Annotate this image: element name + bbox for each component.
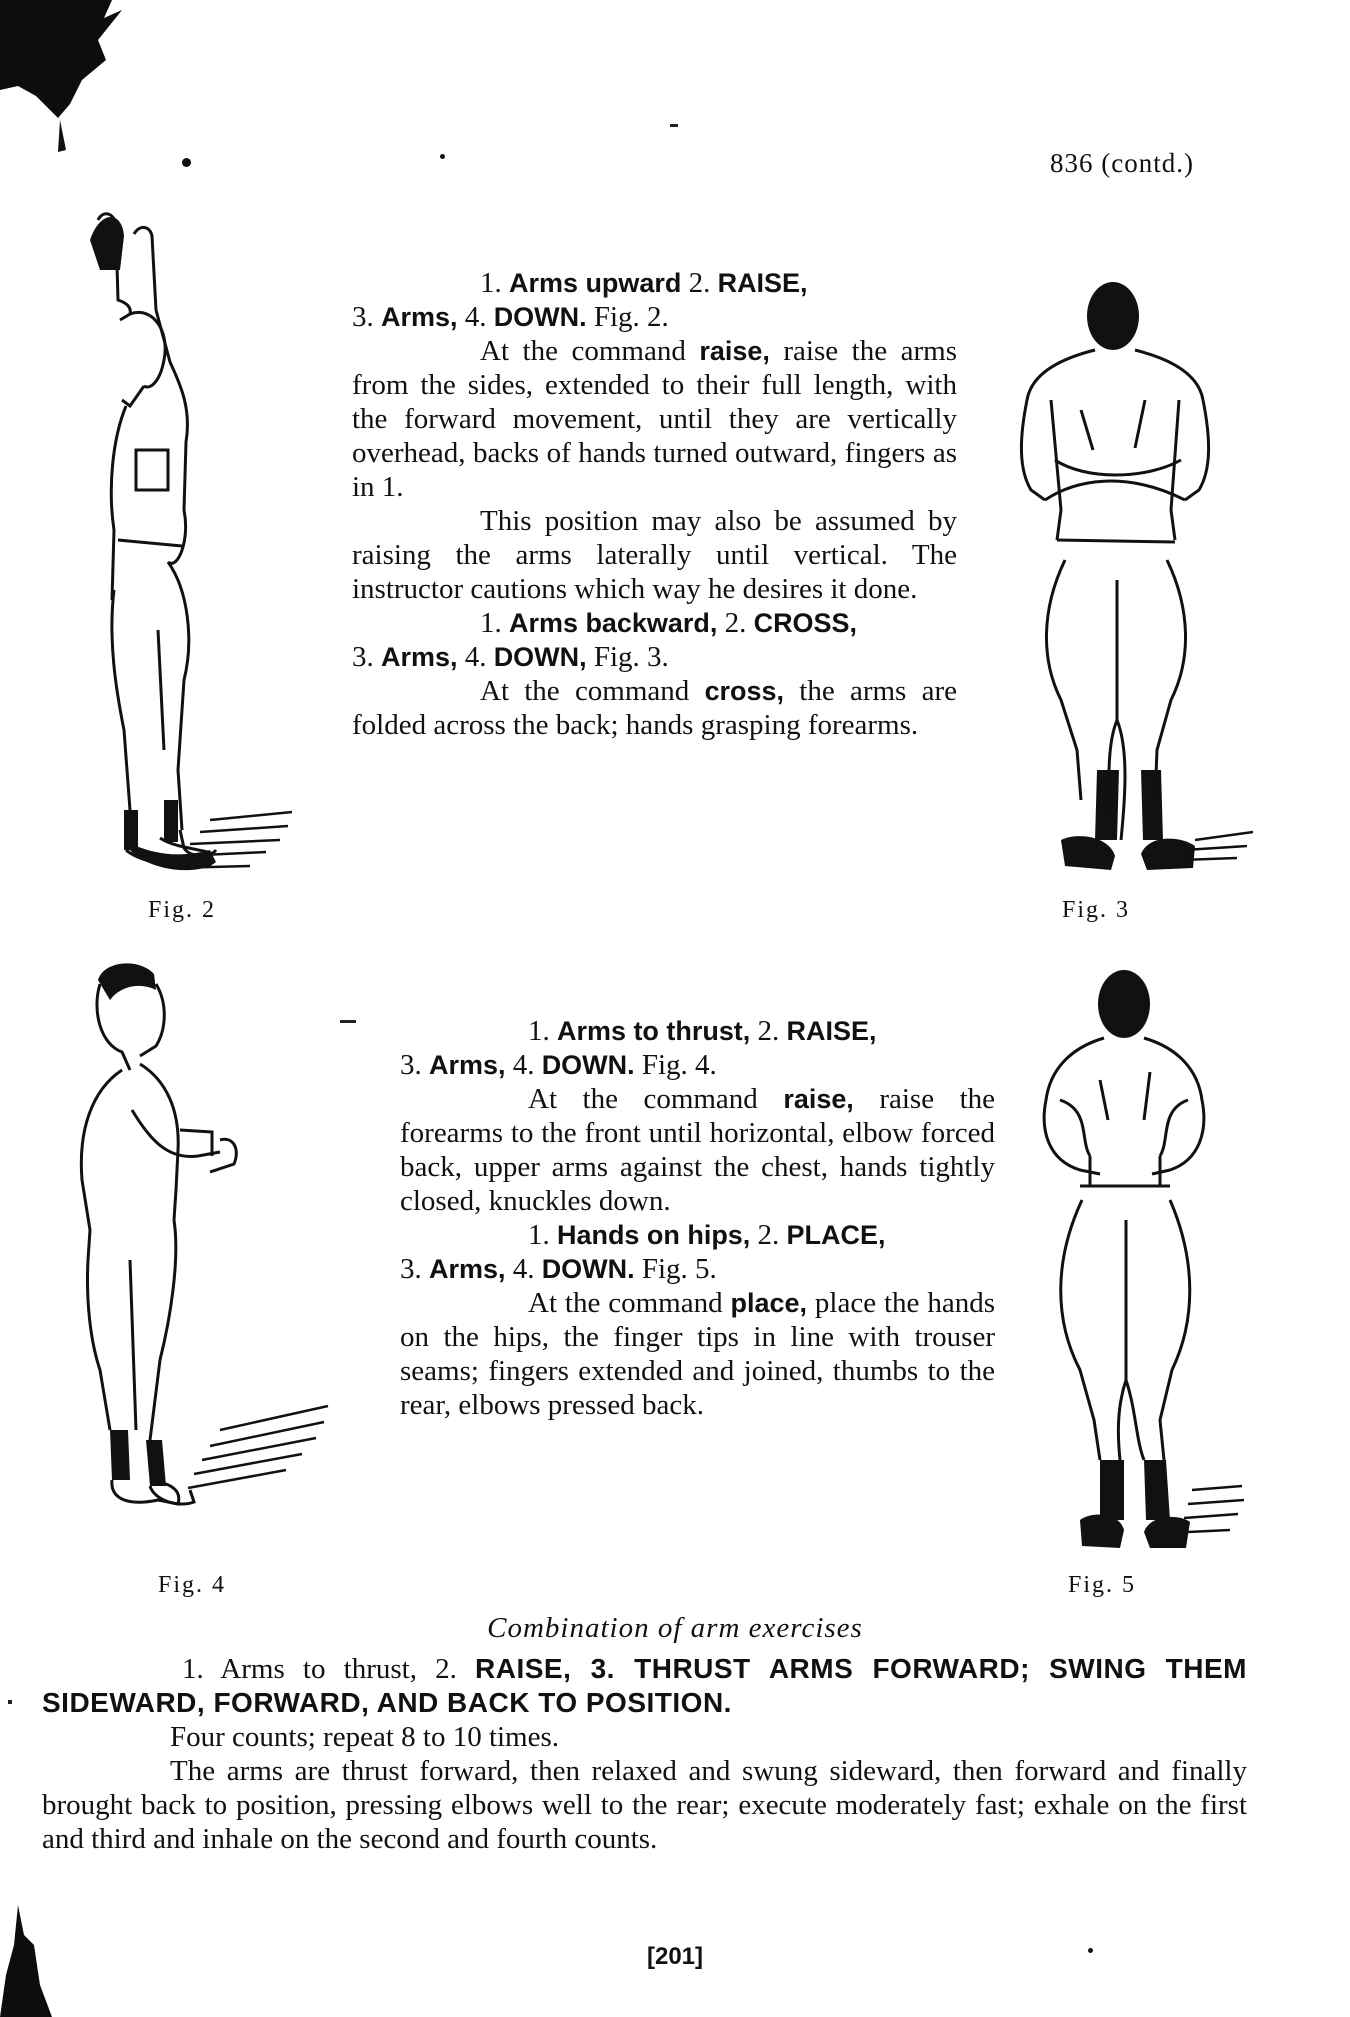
figure-4-caption: Fig. 4: [158, 1572, 227, 1598]
soldier-arms-crossed-back-icon: [985, 280, 1255, 880]
decorative-dot: [182, 158, 191, 167]
decorative-dash: [670, 124, 678, 127]
combination-heading: Combination of arm exercises: [487, 1612, 863, 1644]
command-arms-to-thrust: 1. Arms to thrust, 2. RAISE, 3. Arms, 4. DOWN. Fig. 4.: [400, 1015, 877, 1081]
paragraph-cross-instructions: At the command cross, the arms are folded across the back; hands grasping forearms.: [352, 675, 957, 741]
figure-2-caption: Fig. 2: [148, 897, 217, 923]
paragraph-laterally: This position may also be assumed by raising the arms laterally until vertical. The instructor cautions which way he desires it done.: [352, 505, 957, 605]
page-number: [201]: [646, 1943, 704, 1970]
ink-smudge-top-left: [0, 0, 140, 170]
section-reference: 836 (contd.): [1050, 148, 1194, 178]
figure-2: [60, 210, 300, 880]
combination-description: The arms are thrust forward, then relaxed and swung sideward, then forward and finally brought back to position, pressing elbows well to the rear; execute moderately fast; exhale on the first and third and inhale on the second and fourth counts.: [42, 1755, 1247, 1855]
decorative-dash: [8, 1700, 12, 1704]
soldier-arms-upward-icon: [60, 210, 300, 880]
decorative-dash: [340, 1020, 356, 1023]
soldier-hands-on-hips-icon: [1020, 960, 1260, 1550]
combination-counts: Four counts; repeat 8 to 10 times.: [170, 1721, 560, 1753]
paragraph-raise-instructions: At the command raise, raise the arms from the sides, extended to their full length, with the forward movement, until they are vertically overhead, backs of hands turned outward, fingers as in 1.: [352, 335, 957, 503]
decorative-dot: [440, 154, 445, 159]
figure-5: [1020, 960, 1260, 1550]
command-arms-backward: 1. Arms backward, 2. CROSS, 3. Arms, 4. DOWN, Fig. 3.: [352, 607, 858, 673]
figure-4: [70, 960, 350, 1530]
figure-5-caption: Fig. 5: [1068, 1572, 1137, 1598]
paragraph-thrust-instructions: At the command raise, raise the forearms to the front until horizontal, elbow forced back, upper arms against the chest, hands tightly closed, knuckles down.: [400, 1083, 996, 1217]
paragraph-place-instructions: At the command place, place the hands on the hips, the finger tips in line with trouser seams; fingers extended and joined, thumbs to the rear, elbows pressed back.: [400, 1287, 995, 1421]
command-arms-upward: 1. Arms upward 2. RAISE, 3. Arms, 4. DOWN. Fig. 2.: [352, 267, 808, 333]
text-block-arms-thrust: [400, 1014, 995, 1422]
figure-3-caption: Fig. 3: [1062, 897, 1131, 923]
combination-section: [42, 1652, 1247, 1856]
combination-command: 1. Arms to thrust, 2. RAISE, 3. THRUST ARMS FORWARD; SWING THEM SIDEWARD, FORWARD, AND BACK TO POSITION.: [42, 1653, 1248, 1718]
soldier-arms-thrust-icon: [70, 960, 350, 1530]
figure-3: [985, 280, 1255, 880]
text-block-arms-upward: [352, 266, 957, 742]
command-hands-on-hips: 1. Hands on hips, 2. PLACE, 3. Arms, 4. DOWN. Fig. 5.: [400, 1219, 886, 1285]
